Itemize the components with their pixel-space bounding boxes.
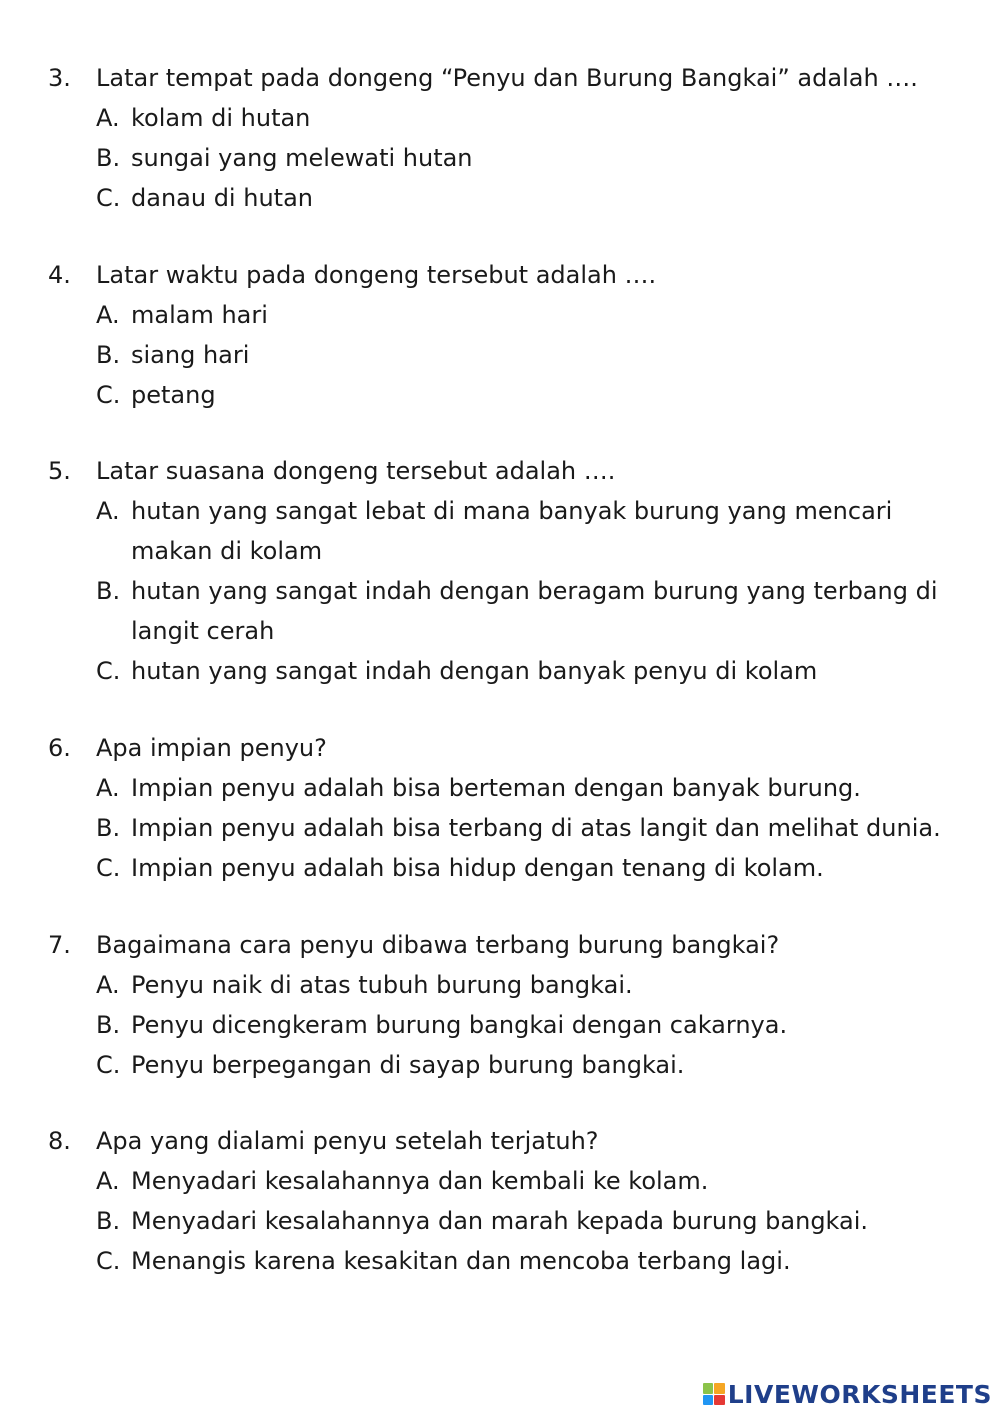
option-text: Impian penyu adalah bisa berteman dengan banyak burung. — [131, 774, 861, 802]
option-c[interactable] — [96, 651, 978, 691]
question-number: 4. — [48, 261, 71, 289]
question-8 — [48, 1121, 978, 1281]
logo-square-green — [703, 1383, 714, 1394]
question-prompt — [48, 728, 978, 768]
option-text: Menyadari kesalahannya dan kembali ke kolam. — [131, 1167, 709, 1195]
question-5 — [48, 451, 978, 691]
logo-square-red — [714, 1395, 725, 1406]
option-c[interactable] — [96, 178, 978, 218]
option-a[interactable] — [96, 965, 978, 1005]
option-b[interactable] — [96, 571, 978, 651]
liveworksheets-logo[interactable] — [703, 1379, 992, 1409]
question-number: 8. — [48, 1127, 71, 1155]
option-b[interactable] — [96, 335, 978, 375]
option-letter: A. — [96, 971, 120, 999]
question-prompt — [48, 1121, 978, 1161]
question-prompt — [48, 58, 978, 98]
question-number: 5. — [48, 457, 71, 485]
question-text: Apa impian penyu? — [96, 734, 327, 762]
option-letter: B. — [96, 1011, 121, 1039]
option-text: Penyu dicengkeram burung bangkai dengan cakarnya. — [131, 1011, 788, 1039]
question-text: Apa yang dialami penyu setelah terjatuh? — [96, 1127, 599, 1155]
question-prompt — [48, 255, 978, 295]
option-letter: C. — [96, 381, 121, 409]
option-letter: C. — [96, 854, 121, 882]
option-b[interactable] — [96, 1201, 978, 1241]
option-c[interactable] — [96, 1045, 978, 1085]
question-prompt — [48, 925, 978, 965]
option-text: Impian penyu adalah bisa hidup dengan tenang di kolam. — [131, 854, 824, 882]
option-letter: C. — [96, 1051, 121, 1079]
option-letter: A. — [96, 497, 120, 525]
option-text: petang — [131, 381, 216, 409]
option-text: Penyu naik di atas tubuh burung bangkai. — [131, 971, 633, 999]
option-text: danau di hutan — [131, 184, 313, 212]
logo-square-orange — [714, 1383, 725, 1394]
liveworksheets-logo-icon — [703, 1383, 725, 1405]
option-text: kolam di hutan — [131, 104, 311, 132]
option-text: Impian penyu adalah bisa terbang di atas langit dan melihat dunia. — [131, 814, 941, 842]
question-6 — [48, 728, 978, 888]
option-list — [96, 295, 978, 415]
option-text: hutan yang sangat indah dengan beragam burung yang terbang di langit cerah — [131, 577, 938, 645]
option-list — [96, 1161, 978, 1281]
option-a[interactable] — [96, 491, 978, 571]
option-letter: A. — [96, 301, 120, 329]
question-text: Latar tempat pada dongeng “Penyu dan Burung Bangkai” adalah …. — [96, 64, 918, 92]
option-list — [96, 768, 978, 888]
option-a[interactable] — [96, 98, 978, 138]
option-text: Penyu berpegangan di sayap burung bangkai. — [131, 1051, 685, 1079]
option-text: hutan yang sangat indah dengan banyak penyu di kolam — [131, 657, 818, 685]
option-b[interactable] — [96, 138, 978, 178]
option-b[interactable] — [96, 1005, 978, 1045]
option-c[interactable] — [96, 1241, 978, 1281]
question-number: 3. — [48, 64, 71, 92]
question-text: Latar waktu pada dongeng tersebut adalah …. — [96, 261, 657, 289]
option-text: hutan yang sangat lebat di mana banyak burung yang mencari makan di kolam — [131, 497, 893, 565]
option-c[interactable] — [96, 375, 978, 415]
option-letter: C. — [96, 1247, 121, 1275]
option-letter: C. — [96, 657, 121, 685]
option-letter: A. — [96, 1167, 120, 1195]
option-letter: C. — [96, 184, 121, 212]
option-list — [96, 491, 978, 691]
option-letter: B. — [96, 341, 121, 369]
question-7 — [48, 925, 978, 1085]
liveworksheets-brand-text: LIVEWORKSHEETS — [727, 1379, 992, 1409]
option-text: malam hari — [131, 301, 268, 329]
option-letter: B. — [96, 814, 121, 842]
option-list — [96, 98, 978, 218]
option-a[interactable] — [96, 768, 978, 808]
option-list — [96, 965, 978, 1085]
option-text: Menangis karena kesakitan dan mencoba terbang lagi. — [131, 1247, 791, 1275]
logo-square-blue — [703, 1395, 714, 1406]
option-c[interactable] — [96, 848, 978, 888]
option-letter: A. — [96, 104, 120, 132]
option-b[interactable] — [96, 808, 978, 848]
question-number: 6. — [48, 734, 71, 762]
question-3 — [48, 58, 978, 218]
question-prompt — [48, 451, 978, 491]
option-letter: B. — [96, 1207, 121, 1235]
option-letter: B. — [96, 577, 121, 605]
option-a[interactable] — [96, 1161, 978, 1201]
question-text: Latar suasana dongeng tersebut adalah …. — [96, 457, 616, 485]
option-text: siang hari — [131, 341, 250, 369]
option-letter: A. — [96, 774, 120, 802]
option-text: sungai yang melewati hutan — [131, 144, 473, 172]
option-a[interactable] — [96, 295, 978, 335]
option-text: Menyadari kesalahannya dan marah kepada burung bangkai. — [131, 1207, 869, 1235]
option-letter: B. — [96, 144, 121, 172]
question-4 — [48, 255, 978, 415]
question-text: Bagaimana cara penyu dibawa terbang burung bangkai? — [96, 931, 780, 959]
question-number: 7. — [48, 931, 71, 959]
